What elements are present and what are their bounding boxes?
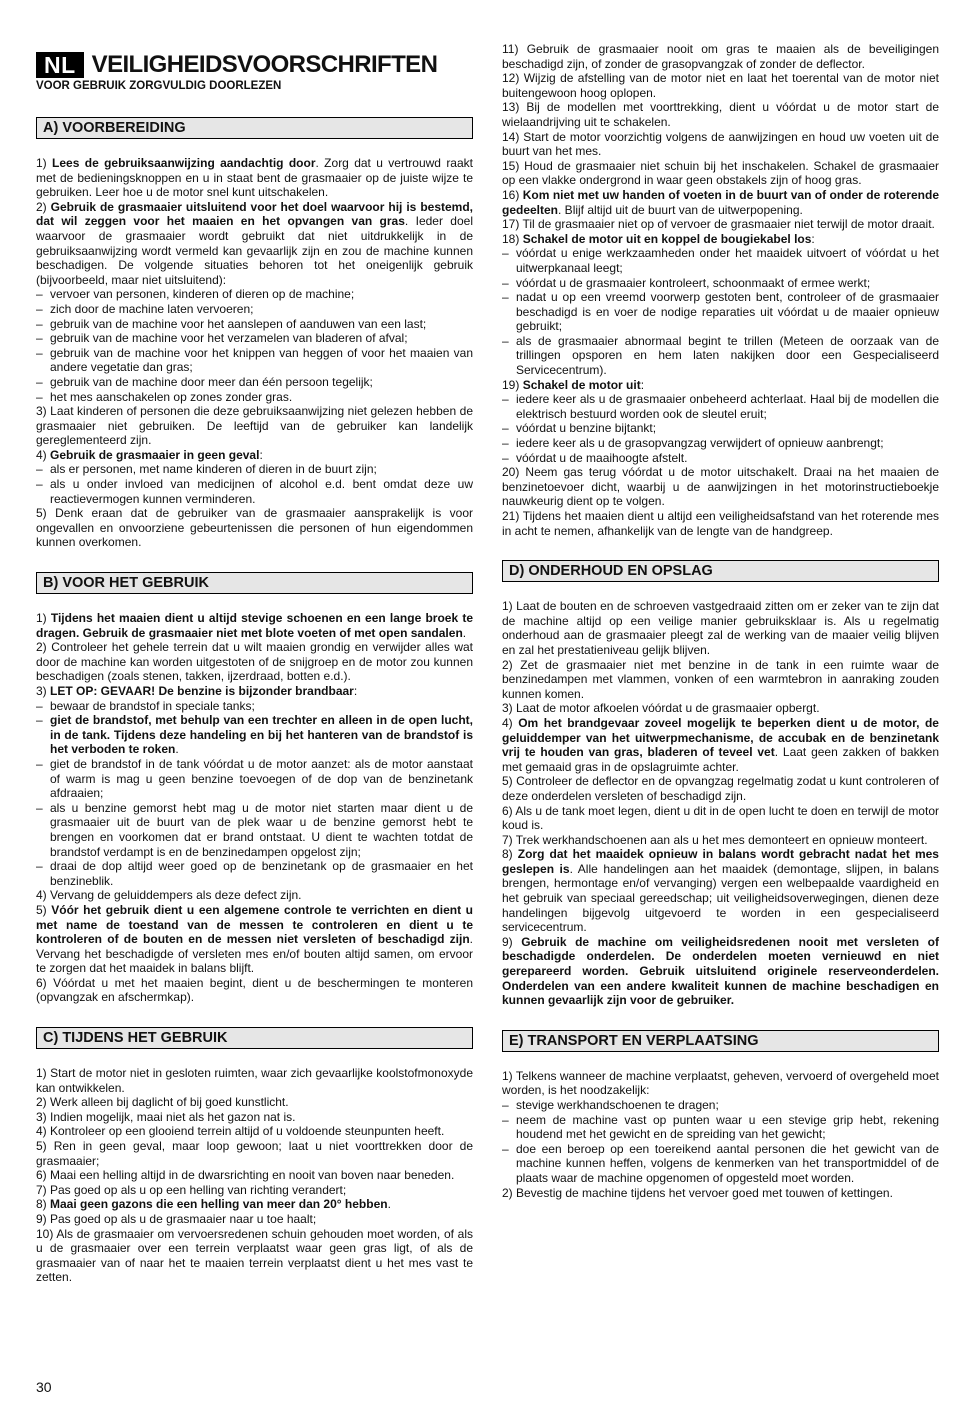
item-text: 15) Houd de grasmaaier niet schuin bij het inschakelen. Schakel de grasmaaier op een vlakke ondergrond in waar geen obstakels zijn of hoog gras. <box>502 158 939 188</box>
item-text: . Ieder doel waarvoor de grasmaaier wordt gebruikt dat niet uitdrukkelijk in de gebruiksaanwijzing wordt vermeld kan gevaarlijk zijn en zou de machine kunnen beschadigen. De volgende situaties behoren tot het oneigenlijk gebruik (bijvoorbeeld, maar niet uitsluitend): <box>36 214 473 287</box>
rule-item <box>502 188 939 217</box>
bold-text: Om het brandgevaar zoveel mogelijk te beperken dient u de motor, de geluiddemper van het uitwerpmechanisme, de accubak en de benzinetank vrij te houden van gras, bladeren of teveel vet <box>502 715 939 760</box>
rule-item <box>502 1186 939 1201</box>
item-text: 6) Als u de tank moet legen, dient u dit in de open lucht te doen en terwijl de motor koud is. <box>502 803 939 833</box>
bullet-item <box>36 375 473 390</box>
item-text: vóórdat u de grasmaaier kontroleert, schoonmaakt of ermee werkt; <box>516 275 871 290</box>
bullet-item <box>36 302 473 317</box>
bullet-item <box>36 859 473 888</box>
bullet-list <box>502 1098 939 1186</box>
bold-text: Schakel de motor uit en koppel de bougiekabel los <box>522 231 812 246</box>
item-number: 16) <box>502 187 523 202</box>
item-text: 4) Kontroleer op een glooiend terrein altijd of u voldoende steunpunten heeft. <box>36 1124 445 1139</box>
section-4 <box>502 1030 939 1200</box>
rule-item <box>36 888 473 903</box>
item-text: . Vervang het beschadigde of versleten mes en/of bouten altijd samen, om ervoor te zorgen dat het maaidek in balans blijft. <box>36 932 473 976</box>
item-text: . Blijf altijd uit de buurt van de uitwerpopening. <box>558 202 803 217</box>
rule-item <box>502 701 939 716</box>
rule-item <box>36 1139 473 1168</box>
section-heading: E) TRANSPORT EN VERPLAATSING <box>502 1030 939 1052</box>
bullet-item <box>36 287 473 302</box>
item-text: neem de machine vast op punten waar u een stevige grip hebt, rekening houdend met het gewicht en de spreiding van het gewicht; <box>516 1112 939 1142</box>
rule-item <box>36 976 473 1005</box>
item-number: 3) <box>36 684 51 698</box>
section-heading: B) VOOR HET GEBRUIK <box>36 572 473 594</box>
item-text: 5) Controleer de deflector en de opvangzag regelmatig zodat u kunt controleren of deze onderdelen versleten of beschadigd zijn. <box>502 774 939 803</box>
rule-item <box>36 684 473 699</box>
bullet-item <box>502 246 939 275</box>
item-text: . <box>387 1197 391 1212</box>
rule-item <box>502 935 939 1008</box>
rule-item <box>36 200 473 288</box>
bold-text: LET OP: GEVAAR! De benzine is bijzonder brandbaar <box>50 684 354 698</box>
section-1 <box>36 572 473 1005</box>
item-text: vóórdat u enige werkzaamheden onder het maaidek uitvoert of vóórdat u het uitwerpkanaal leegt; <box>516 246 939 275</box>
item-text: 20) Neem gas terug vóórdat u de motor uitschakelt. Draai na het maaien de benzinetoevoer dicht, waarbij u de aanwijzingen in het motorinstructieboekje nauwkeurig dient op te volgen. <box>502 465 939 509</box>
item-number: 1) <box>36 156 53 170</box>
item-text: : <box>353 684 358 698</box>
item-number: 5) <box>36 902 52 917</box>
bullet-item <box>36 462 473 477</box>
item-text: 3) Laat kinderen of personen die deze gebruiksaanwijzing niet gelezen hebben de grasmaaier niet gebruiken. De leeftijd van de gebruiker kan landelijk gereglementeerd zijn. <box>36 404 473 448</box>
item-text: : <box>259 447 263 462</box>
language-badge: NL <box>36 52 84 78</box>
bullet-list <box>36 699 473 889</box>
item-text: 1) Telkens wanneer de machine verplaatst, geheven, vervoerd of overgeheld moet worden, is het noodzakelijk: <box>502 1068 939 1098</box>
item-text: 3) Laat de motor afkoelen vóórdat u de grasmaaier opbergt. <box>502 701 820 716</box>
item-number: 8) <box>36 1197 51 1212</box>
bullet-item <box>36 477 473 506</box>
item-text: . <box>462 625 467 640</box>
bullet-item <box>502 276 939 291</box>
item-text: 6) Vóórdat u met het maaien begint, dient u de beschermingen te monteren (opvangzak en afschermkap). <box>36 975 473 1005</box>
item-text: 14) Start de motor voorzichtig volgens de aanwijzingen en houd uw voeten uit de buurt van het mes. <box>502 129 939 159</box>
section-heading: D) ONDERHOUD EN OPSLAG <box>502 560 939 582</box>
bold-text: Vóór het gebruik dient u een algemene controle te verrichten en dient u met name de toestand van de messen te controleren en dient u te kontroleren of de bouten en de messen niet versleten of beschadigd zijn <box>36 902 473 947</box>
bold-text: Gebruik de grasmaaier in geen geval <box>50 447 260 462</box>
rule-item <box>36 1110 473 1125</box>
item-text: . Alle handelingen aan het maaidek (demontage, slijpen, in balans brengen, hermontage en/of vervanging) vergen een welbepaalde vaardigheid en het gebruik van speciaal gereedschap; uit veiligheidsoverwegingen, dienen deze handelingen bijgevolg uitgevoerd te worden in een gespecialiseerd servicecentrum. <box>502 861 939 935</box>
rule-item <box>502 509 939 538</box>
section-heading: C) TIJDENS HET GEBRUIK <box>36 1027 473 1049</box>
item-text: 13) Bij de modellen met voorttrekking, dient u vóórdat u de motor start de wielaandrijving uit te schakelen. <box>502 100 939 129</box>
rule-item <box>36 640 473 684</box>
item-text: 12) Wijzig de afstelling van de motor niet en laat het toerental van de motor niet buitengewoon hoog oplopen. <box>502 71 939 100</box>
bullet-item <box>36 390 473 405</box>
rule-item <box>36 1212 473 1227</box>
item-number: 8) <box>502 847 518 862</box>
bullet-item <box>502 392 939 421</box>
item-text: 21) Tijdens het maaien dient u altijd een veiligheidsafstand van het roterende mes in acht te nemen, afhankelijk van de lengte van de handgreep. <box>502 509 939 538</box>
bullet-item <box>36 801 473 859</box>
left-column <box>36 42 473 1285</box>
item-text: iedere keer als u de grasopvangzag verwijdert of opnieuw aanbrengt; <box>516 436 884 451</box>
item-text: bewaar de brandstof in speciale tanks; <box>50 698 255 713</box>
rule-item <box>36 506 473 550</box>
rule-item <box>502 716 939 774</box>
item-number: 18) <box>502 231 523 246</box>
rule-item <box>36 1066 473 1095</box>
item-text: iedere keer als u de grasmaaier onbeheerd achterlaat. Haal bij de modellen die elektrisch bestuurd worden ook de sleutel eruit; <box>516 392 939 421</box>
section-3 <box>502 560 939 1008</box>
rule-item <box>36 1124 473 1139</box>
rule-item <box>36 1095 473 1110</box>
page-header <box>36 52 473 78</box>
item-number: 2) <box>36 199 51 214</box>
bullet-item <box>502 451 939 466</box>
rule-item <box>502 804 939 833</box>
item-text: 9) Pas goed op als u de grasmaaier naar u toe haalt; <box>36 1212 317 1226</box>
item-text: 2) Zet de grasmaaier niet met benzine in de tank in een ruimte waar de benzinedampen met vlammen, vonken of een warmtebron in aanraking zouden kunnen komen. <box>502 657 939 701</box>
bullet-item <box>502 290 939 334</box>
bullet-list <box>502 246 939 377</box>
bullet-item <box>502 1142 939 1186</box>
item-text: stevige werkhandschoenen te dragen; <box>516 1098 719 1112</box>
rule-item <box>502 833 939 848</box>
item-text: 17) Til de grasmaaier niet op of vervoer de grasmaaier niet terwijl de motor draait. <box>502 217 935 232</box>
item-text: : <box>640 377 645 392</box>
item-text: 1) Start de motor niet in gesloten ruimten, waar zich gevaarlijke koolstofmonoxyde kan ontwikkelen. <box>36 1066 473 1095</box>
item-text: zich door de machine laten vervoeren; <box>50 301 254 316</box>
rule-item <box>36 1168 473 1183</box>
section-2 <box>36 1027 473 1285</box>
rule-item <box>502 232 939 247</box>
rule-item <box>502 217 939 232</box>
item-text: vóórdat u benzine bijtankt; <box>516 421 657 436</box>
rule-item <box>502 71 939 100</box>
bold-text: Maai geen gazons die een helling van meer dan 20° hebben <box>50 1197 388 1212</box>
item-text: . <box>175 742 179 757</box>
item-text: het mes aanschakelen op zones zonder gras. <box>50 389 293 404</box>
bold-text: Tijdens het maaien dient u altijd stevige schoenen en een lange broek te dragen. Gebruik de grasmaaier niet met blote voeten of met open sandalen <box>36 611 473 640</box>
item-text: 11) Gebruik de grasmaaier nooit om gras te maaien als de beveiligingen beschadigd zijn, of zonder de grasopvangzak of zonder de deflector. <box>502 42 939 71</box>
rule-item <box>36 156 473 200</box>
page-number: 30 <box>36 1379 52 1395</box>
rule-item <box>502 774 939 803</box>
item-text: doe een beroep op een toereikend aantal personen die het gewicht van de machine kunnen heffen, volgens de kenmerken van het transportmiddel of de plaats waar de machine opgenomen of opgesteld moet worden. <box>516 1141 939 1185</box>
bold-text: Zorg dat het maaidek opnieuw in balans wordt gebracht nadat het mes geslepen is <box>502 847 939 876</box>
bullet-item <box>36 346 473 375</box>
section-heading: A) VOORBEREIDING <box>36 117 473 139</box>
rule-item <box>502 159 939 188</box>
bullet-item <box>502 1098 939 1113</box>
bullet-list <box>502 392 939 465</box>
bullet-item <box>502 421 939 436</box>
item-number: 19) <box>502 377 523 392</box>
bold-text: Schakel de motor uit <box>522 377 641 392</box>
item-number: 4) <box>36 447 51 462</box>
bold-text: Kom niet met uw handen of voeten in de buurt van of onder de roterende gedeelten <box>502 187 939 217</box>
item-text: als er personen, met name kinderen of dieren in de buurt zijn; <box>50 462 377 477</box>
item-text: als de grasmaaier abnormaal begint te trillen (Meteen de oorzaak van de trillingen opsporen en hem laten nakijken door een Gespecialiseerd Servicecentrum). <box>516 333 939 378</box>
item-text: gebruik van de machine door meer dan één persoon tegelijk; <box>50 374 373 389</box>
item-text: . Zorg dat u vertrouwd raakt met de bedieningsknoppen en u in staat bent de grasmaaier op de juiste wijze te gebruiken. Leer hoe u de motor snel kunt uitschakelen. <box>36 156 473 200</box>
item-text: gebruik van de machine voor het verzamelen van bladeren of afval; <box>50 331 408 346</box>
item-text: gebruik van de machine voor het aanslepen of aanduwen van een last; <box>50 316 427 331</box>
item-text: als u benzine gemorst hebt mag u de motor niet starten maar dient u de grasmaaier uit de buurt van de plek waar u de benzine gemorst hebt te brengen en voorkomen dat er brand ontstaat. U dient te wachten totdat de brandstof verdampt is en de benzinedampen opgelost zijn; <box>50 800 473 859</box>
item-text: 7) Trek werkhandschoenen aan als u het mes demonteert en opnieuw monteert. <box>502 832 928 847</box>
page-title: VEILIGHEIDSVOORSCHRIFTEN <box>91 51 438 78</box>
right-column <box>502 42 939 1200</box>
rule-item <box>502 100 939 129</box>
item-text: 4) Vervang de geluiddempers als deze defect zijn. <box>36 888 302 903</box>
item-text: nadat u op een vreemd voorwerp gestoten bent, controleer of de grasmaaier beschadigd is en voer de nodige reparaties uit vóórdat u de maaier opnieuw gebruikt; <box>516 290 939 334</box>
item-text: 3) Indien mogelijk, maai niet als het gazon nat is. <box>36 1109 296 1124</box>
bullet-item <box>36 699 473 714</box>
rule-item <box>36 1227 473 1285</box>
bold-text: Lees de gebruiksaanwijzing aandachtig door <box>52 156 316 170</box>
bullet-item <box>36 757 473 801</box>
bullet-list <box>36 287 473 404</box>
item-text: : <box>811 231 815 246</box>
bullet-item <box>502 1113 939 1142</box>
rule-item <box>502 42 939 71</box>
item-text: 7) Pas goed op als u op een helling van richting verandert; <box>36 1182 347 1197</box>
rule-item <box>502 378 939 393</box>
rule-item <box>502 130 939 159</box>
item-text: gebruik van de machine voor het knippen van heggen of voor het maaien van andere vegetatie dan gras; <box>50 345 473 375</box>
item-text: 5) Ren in geen geval, maar loop gewoon; laat u niet voorttrekken door de grasmaaier; <box>36 1139 473 1168</box>
bold-text: Gebruik de grasmaaier uitsluitend voor het doel waarvoor hij is bestemd, dat wil zeggen voor het maaien en het opvangen van gras <box>36 199 473 229</box>
item-text: 10) Als de grasmaaier om vervoersredenen schuin gehouden moet worden, of als u de grasmaaier over een terrein verplaatst waar geen gras ligt, of als de grasmaaier van of naar het te maaien terrein verplaatst dient u het mes vast te zetten. <box>36 1226 473 1285</box>
item-text: 1) Laat de bouten en de schroeven vastgedraaid zitten om er zeker van te zijn dat de machine altijd op een veilige manier gebruiksklaar is. Als u regelmatig onderhoud aan de grasmaaier pleegt zal de werking van de maaier veilig blijven en zal het prestatieniveau gelijk blijven. <box>502 599 939 657</box>
section-2 <box>502 42 939 538</box>
rule-item <box>502 465 939 509</box>
bold-text: giet de brandstof, met behulp van een trechter en alleen in de open lucht, in de tank. Tijdens deze handeling en bij het hanteren van de brandstof is het verboden te roken <box>50 713 473 757</box>
item-number: 4) <box>502 715 519 730</box>
item-text: 5) Denk eraan dat de gebruiker van de grasmaaier aansprakelijk is voor ongevallen en onvoorziene gebeurtenissen die personen of hun eigendommen kunnen overkomen. <box>36 506 473 550</box>
rule-item <box>502 1069 939 1098</box>
rule-item <box>502 599 939 657</box>
item-text: . Laat geen zakken of bakken met gemaaid gras in de opslagruimte achter. <box>502 745 940 774</box>
item-text: als u onder invloed van medicijnen of alcohol e.d. bent omdat deze uw reactievermogen kunnen verminderen. <box>50 477 473 506</box>
rule-item <box>36 404 473 448</box>
item-number: 1) <box>36 611 51 626</box>
bullet-item <box>502 436 939 451</box>
bold-text: Gebruik de machine om veiligheidsredenen nooit met versleten of beschadigde onderdelen. De onderdelen moeten vernieuwd en niet gerepareerd worden. Gebruik uitsluitend originele reserveonderdelen. Onderdelen van een andere kwaliteit kunnen de machine beschadigen en kunnen gevaarlijk zijn voor de gebruiker. <box>502 934 939 1008</box>
rule-item <box>36 1183 473 1198</box>
rule-item <box>36 1197 473 1212</box>
bullet-item <box>36 331 473 346</box>
bullet-item <box>502 334 939 378</box>
bullet-item <box>36 317 473 332</box>
rule-item <box>502 847 939 935</box>
item-text: vervoer van personen, kinderen of dieren op de machine; <box>50 287 355 302</box>
item-text: 6) Maai een helling altijd in de dwarsrichting en nooit van boven naar beneden. <box>36 1168 455 1183</box>
item-text: giet de brandstof in de tank vóórdat u de motor aanzet: als de motor aanstaat of warm is mag u geen benzine toevoegen of de dop van de benzinetank afdraaien; <box>50 756 473 801</box>
item-text: 2) Controleer het gehele terrein dat u wilt maaien grondig en verwijder alles wat door de machine kan worden uitgestoten of de snijgroep en de motor zou kunnen beschadigen (zoals stenen, takken, ijzerdraad, botten e.d.). <box>36 640 473 684</box>
page-subtitle: VOOR GEBRUIK ZORGVULDIG DOORLEZEN <box>36 80 282 92</box>
bullet-item <box>36 713 473 757</box>
bullet-list <box>36 462 473 506</box>
item-number: 9) <box>502 934 522 949</box>
item-text: 2) Werk alleen bij daglicht of bij goed kunstlicht. <box>36 1095 289 1110</box>
rule-item <box>36 903 473 976</box>
rule-item <box>36 448 473 463</box>
item-text: 2) Bevestig de machine tijdens het vervoer goed met touwen of kettingen. <box>502 1185 893 1200</box>
item-text: draai de dop altijd weer goed op de benzinetank op de grasmaaier en het benzineblik. <box>50 859 473 888</box>
rule-item <box>502 658 939 702</box>
item-text: vóórdat u de maaihoogte afstelt. <box>516 450 688 465</box>
section-0 <box>36 117 473 550</box>
rule-item <box>36 611 473 640</box>
